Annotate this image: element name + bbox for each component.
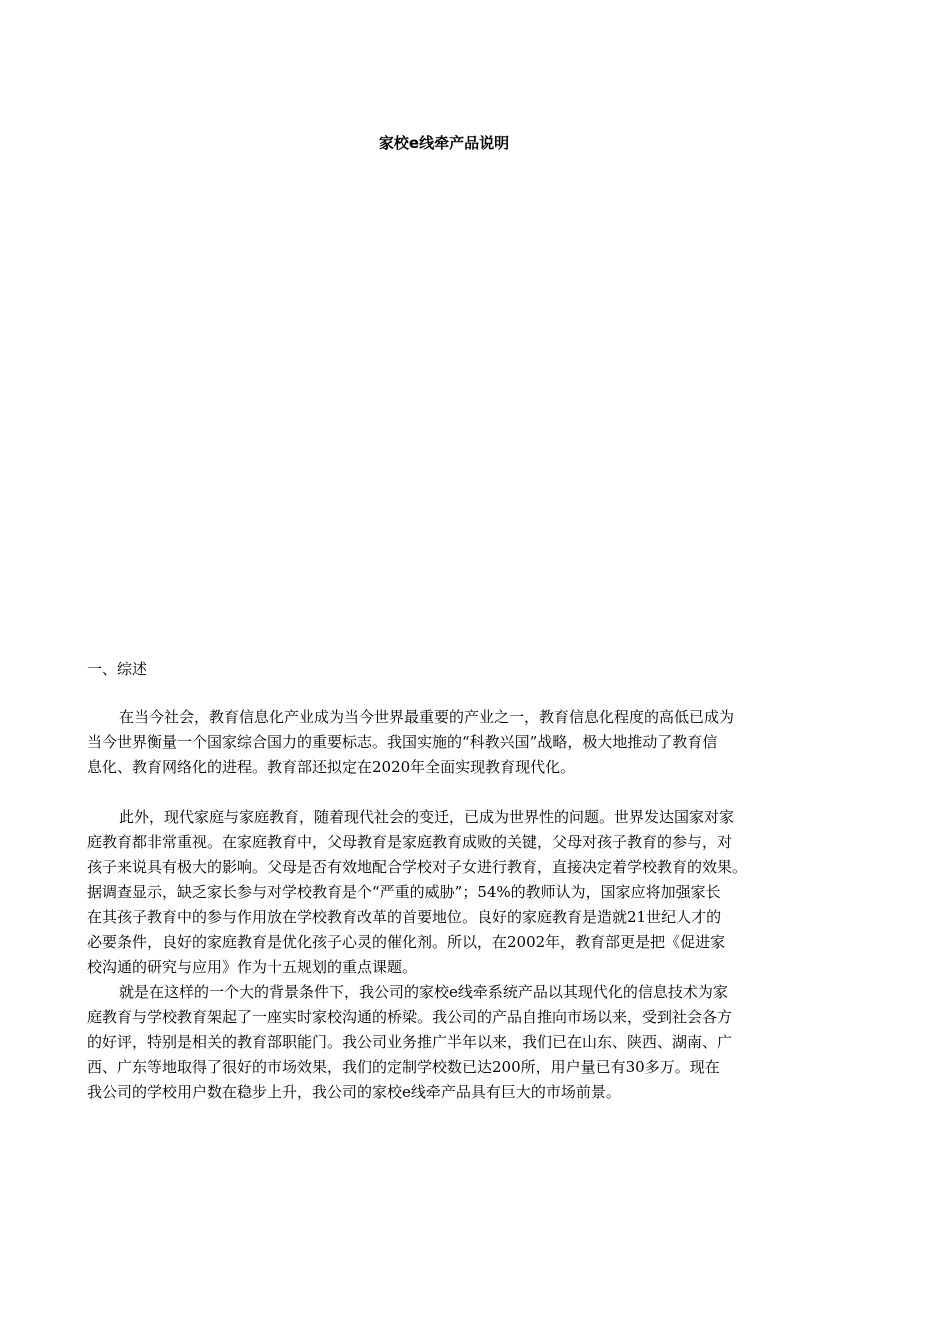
paragraph-2: [87, 805, 817, 980]
paragraph-line: 当今世界衡量一个国家综合国力的重要标志。我国实施的“科教兴国”战略，极大地推动了教育信: [87, 733, 718, 751]
paragraph-1: [87, 705, 817, 780]
section-heading: 一、综述: [87, 660, 148, 678]
paragraph-line: 西、广东等地取得了很好的市场效果，我们的定制学校数已达200所，用户量已有30多万。现在: [87, 1058, 720, 1076]
paragraph-line: 据调查显示，缺乏家长参与对学校教育是个“严重的威胁”；54%的教师认为，国家应将加强家长: [87, 883, 721, 901]
paragraph-line: 必要条件，良好的家庭教育是优化孩子心灵的催化剂。所以，在2002年，教育部更是把《促进家: [87, 933, 726, 951]
paragraph-line: 庭教育都非常重视。在家庭教育中，父母教育是家庭教育成败的关键，父母对孩子教育的参与，对: [87, 833, 733, 851]
paragraph-3: [87, 980, 817, 1105]
paragraph-line: 在其孩子教育中的参与作用放在学校教育改革的首要地位。良好的家庭教育是造就21世纪人才的: [87, 908, 722, 926]
paragraph-line: 此外，现代家庭与家庭教育，随着现代社会的变迁，已成为世界性的问题。世界发达国家对家: [119, 808, 735, 826]
paragraph-line: 庭教育与学校教育架起了一座实时家校沟通的桥梁。我公司的产品自推向市场以来，受到社会各方: [87, 1008, 733, 1026]
paragraph-line: 就是在这样的一个大的背景条件下，我公司的家校e线牵系统产品以其现代化的信息技术为家: [119, 983, 728, 1001]
paragraph-line: 在当今社会，教育信息化产业成为当今世界最重要的产业之一，教育信息化程度的高低已成为: [119, 708, 735, 726]
paragraph-spacer: [87, 780, 817, 805]
section-body: [87, 705, 817, 1105]
paragraph-line: 校沟通的研究与应用》作为十五规划的重点课题。: [87, 958, 418, 976]
paragraph-line: 的好评，特别是相关的教育部职能门。我公司业务推广半年以来，我们已在山东、陕西、湖南、广: [87, 1033, 733, 1051]
paragraph-line: 息化、教育网络化的进程。教育部还拟定在2020年全面实现教育现代化。: [87, 758, 576, 776]
paragraph-line: 我公司的学校用户数在稳步上升，我公司的家校e线牵产品具有巨大的市场前景。: [87, 1083, 621, 1101]
document-title: 家校e线牵产品说明: [378, 134, 510, 152]
paragraph-line: 孩子来说具有极大的影响。父母是否有效地配合学校对子女进行教育，直接决定着学校教育的效果。: [87, 858, 748, 876]
